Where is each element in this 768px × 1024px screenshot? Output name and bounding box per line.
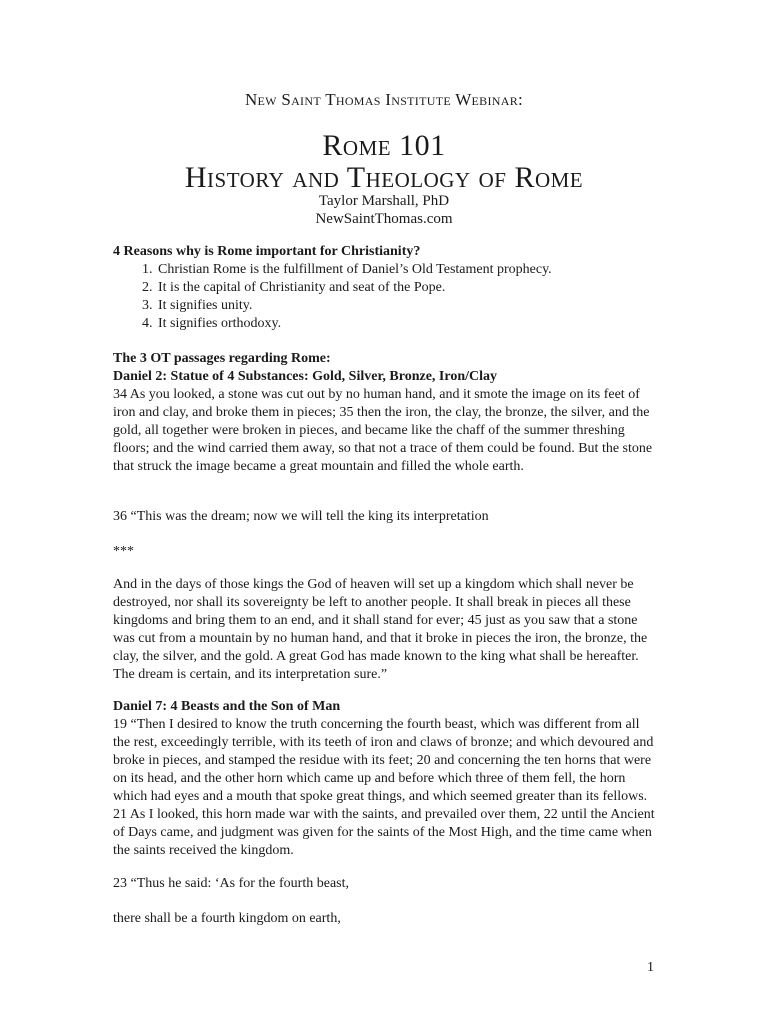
- author-name: Taylor Marshall, PhD: [318, 193, 450, 209]
- daniel2-verse-34: 34 As you looked, a stone was cut out by no human hand, and it smote the image on its feet of iron and clay, and broke them in pieces; 35 then the iron, the clay, the bronze, the silver, and the gold, all together were broken in pieces, and became like the chaff of the summer threshing floors; and the wind carried them away, so that not a trace of them could be found. But the stone that struck the image became a great mountain and filled the whole earth.: [113, 387, 653, 474]
- list-item: 3. It signifies unity.: [156, 297, 658, 315]
- section-separator: ***: [113, 544, 134, 559]
- reasons-heading: 4 Reasons why is Rome important for Christianity?: [113, 244, 421, 259]
- document-title: Rome 101: [322, 129, 446, 162]
- daniel7-verse-23b: there shall be a fourth kingdom on earth,: [113, 911, 341, 926]
- reasons-list: [113, 261, 658, 333]
- daniel2-heading: Daniel 2: Statue of 4 Substances: Gold, Silver, Bronze, Iron/Clay: [113, 369, 497, 384]
- daniel7-verse-23: 23 “Thus he said: ‘As for the fourth beast,: [113, 876, 349, 891]
- daniel7-heading: Daniel 7: 4 Beasts and the Son of Man: [113, 699, 341, 714]
- daniel7-section: [113, 698, 658, 860]
- daniel7-verse-23-block: [113, 875, 658, 893]
- page-number: 1: [647, 960, 654, 975]
- daniel7-verse-19: 19 “Then I desired to know the truth concerning the fourth beast, which was different from all the rest, exceedingly terrible, with its teeth of iron and claws of bronze; and which devoured and broke in pieces, and stamped the residue with its feet; 20 and concerning the ten horns that were on its head, and the other horn which came up and before which three of them fell, the horn which had eyes and a mouth that spoke great things, and which seemed greater than its fellows. 21 As I looked, this horn made war with the saints, and prevailed over them, 22 until the Ancient of Days came, and judgment was given for the saints of the Most High, and the time came when the saints received the kingdom.: [113, 717, 655, 858]
- webinar-label: New Saint Thomas Institute Webinar:: [244, 90, 524, 109]
- list-item: 1. Christian Rome is the fulfillment of Daniel’s Old Testament prophecy.: [156, 261, 658, 279]
- list-item: 4. It signifies orthodoxy.: [156, 315, 658, 333]
- reasons-section: [113, 243, 658, 333]
- daniel2-verse-44: And in the days of those kings the God of heaven will set up a kingdom which shall never be destroyed, nor shall its sovereignty be left to another people. It shall break in pieces all these kingdoms and bring them to an end, and it shall stand for ever; 45 just as you saw that a stone was cut from a mountain by no human hand, and that it broke in pieces the iron, the bronze, the clay, the silver, and the gold. A great God has made known to the king what shall be hereafter. The dream is certain, and its interpretation sure.”: [113, 577, 648, 682]
- passages-heading: The 3 OT passages regarding Rome:: [113, 351, 331, 366]
- daniel7-verse-23b-block: [113, 910, 658, 928]
- separator-block: [113, 543, 658, 561]
- passages-section: [113, 350, 658, 476]
- daniel2-verse-36-block: [113, 508, 658, 526]
- daniel2-verse-44-block: [113, 576, 658, 684]
- document-subtitle: History and Theology of Rome: [184, 161, 584, 194]
- website-text: NewSaintThomas.com: [315, 211, 453, 227]
- list-item: 2. It is the capital of Christianity and seat of the Pope.: [156, 279, 658, 297]
- daniel2-verse-36: 36 “This was the dream; now we will tell the king its interpretation: [113, 509, 489, 524]
